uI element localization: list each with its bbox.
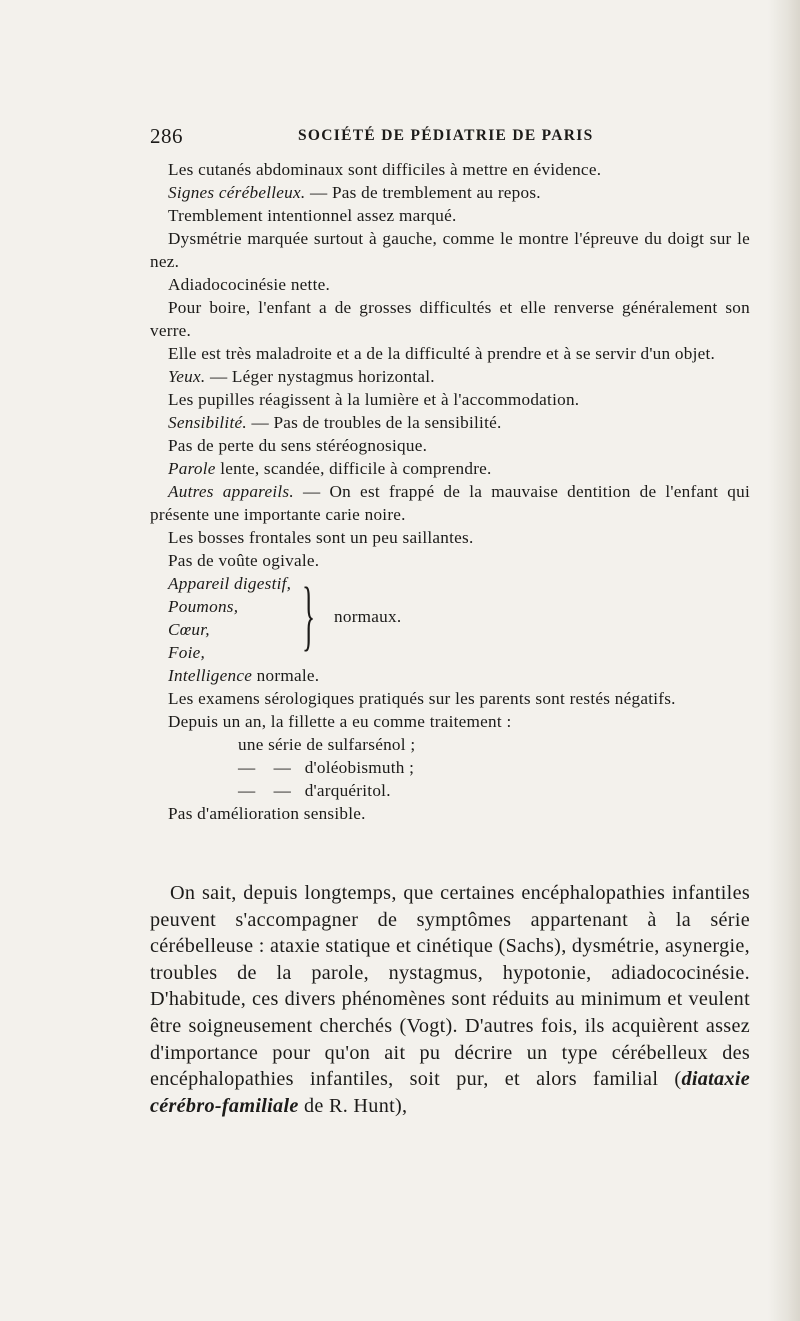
- maladroite-paragraph: Elle est très maladroite et a de la difficulté à prendre et à se servir d'un objet.: [168, 344, 716, 363]
- autres-paragraph: [150, 480, 750, 526]
- organs-brace-block: [150, 572, 750, 664]
- sensibilite-label: Sensibilité.: [168, 413, 247, 432]
- page-edge-shadow: [768, 0, 800, 1321]
- normaux-label: normaux.: [334, 607, 402, 626]
- diataxie-term: diataxie cérébro-familiale: [150, 1068, 750, 1117]
- discussion-text: [150, 880, 750, 1119]
- autres-text: — On est frappé de la mauvaise dentition de l'enfant qui présente une importante carie noire.: [150, 482, 750, 524]
- voute-line: Pas de voûte ogivale.: [168, 551, 320, 570]
- signes-line: [150, 181, 750, 204]
- treatment-item: — — d'arquéritol.: [238, 781, 391, 800]
- organ-item: Poumons,: [168, 597, 239, 616]
- intelligence-label: Intelligence: [168, 666, 253, 685]
- case-report-text: [150, 158, 750, 825]
- adiadococinesie-line: Adiadococinésie nette.: [168, 275, 331, 294]
- yeux-text: — Léger nystagmus horizontal.: [205, 367, 435, 386]
- parole-line: [150, 457, 750, 480]
- cutanes-line: Les cutanés abdominaux sont difficiles à mettre en évidence.: [168, 160, 602, 179]
- intelligence-line: [150, 664, 750, 687]
- organ-item: Foie,: [168, 643, 206, 662]
- sensibilite-text: — Pas de troubles de la sensibilité.: [246, 413, 502, 432]
- pour-boire-paragraph: Pour boire, l'enfant a de grosses difficultés et elle renverse généralement son verre.: [150, 298, 750, 340]
- yeux-label: Yeux.: [168, 367, 206, 386]
- dysmetrie-paragraph: Dysmétrie marquée surtout à gauche, comme le montre l'épreuve du doigt sur le nez.: [150, 229, 750, 271]
- intelligence-text: normale.: [252, 666, 320, 685]
- organ-item: Appareil digestif,: [168, 574, 292, 593]
- parole-label: Parole: [168, 459, 216, 478]
- bosses-line: Les bosses frontales sont un peu saillantes.: [168, 528, 474, 547]
- examens-paragraph: Les examens sérologiques pratiqués sur les parents sont restés négatifs.: [168, 689, 676, 708]
- running-title: SOCIÉTÉ DE PÉDIATRIE DE PARIS: [298, 127, 594, 144]
- signes-label: Signes cérébelleux.: [168, 183, 306, 202]
- page-header: [150, 124, 750, 148]
- treatment-item: — — d'oléobismuth ;: [238, 758, 415, 777]
- yeux-line: [150, 365, 750, 388]
- pupilles-line: Les pupilles réagissent à la lumière et à l'accommodation.: [168, 390, 580, 409]
- autres-label: Autres appareils.: [168, 482, 294, 501]
- tremblement-line: Tremblement intentionnel assez marqué.: [168, 206, 457, 225]
- amelioration-line: Pas d'amélioration sensible.: [168, 804, 366, 823]
- discussion-paragraph: On sait, depuis longtemps, que certaines encéphalopathies infantiles peuvent s'accompagner de symptômes appartenant à la série cérébelleuse : ataxie statique et cinétique (Sachs), dysmétrie, asynergie, troubles de la parole, nystagmus, hypotonie, adiadococinésie. D'habitude, ces divers phénomènes sont réduits au minimum et veulent être soigneusement cherchés (Vogt). D'autres fois, ils acquièrent assez d'importance pour qu'on ait pu décrire un type cérébelleux des encéphalopathies infantiles, soit pur, et alors familial (diataxie cérébro-familiale de R. Hunt),: [150, 882, 750, 1117]
- page-number: 286: [150, 124, 183, 148]
- organs-list: [150, 572, 750, 664]
- right-brace-symbol: }: [302, 571, 316, 658]
- sensibilite-line: [150, 411, 750, 434]
- treatment-item: une série de sulfarsénol ;: [238, 735, 416, 754]
- signes-text: — Pas de tremblement au repos.: [305, 183, 541, 202]
- parole-text: lente, scandée, difficile à comprendre.: [215, 459, 492, 478]
- depuis-line: Depuis un an, la fillette a eu comme traitement :: [168, 712, 512, 731]
- perte-line: Pas de perte du sens stéréognosique.: [168, 436, 428, 455]
- organ-item: Cœur,: [168, 620, 210, 639]
